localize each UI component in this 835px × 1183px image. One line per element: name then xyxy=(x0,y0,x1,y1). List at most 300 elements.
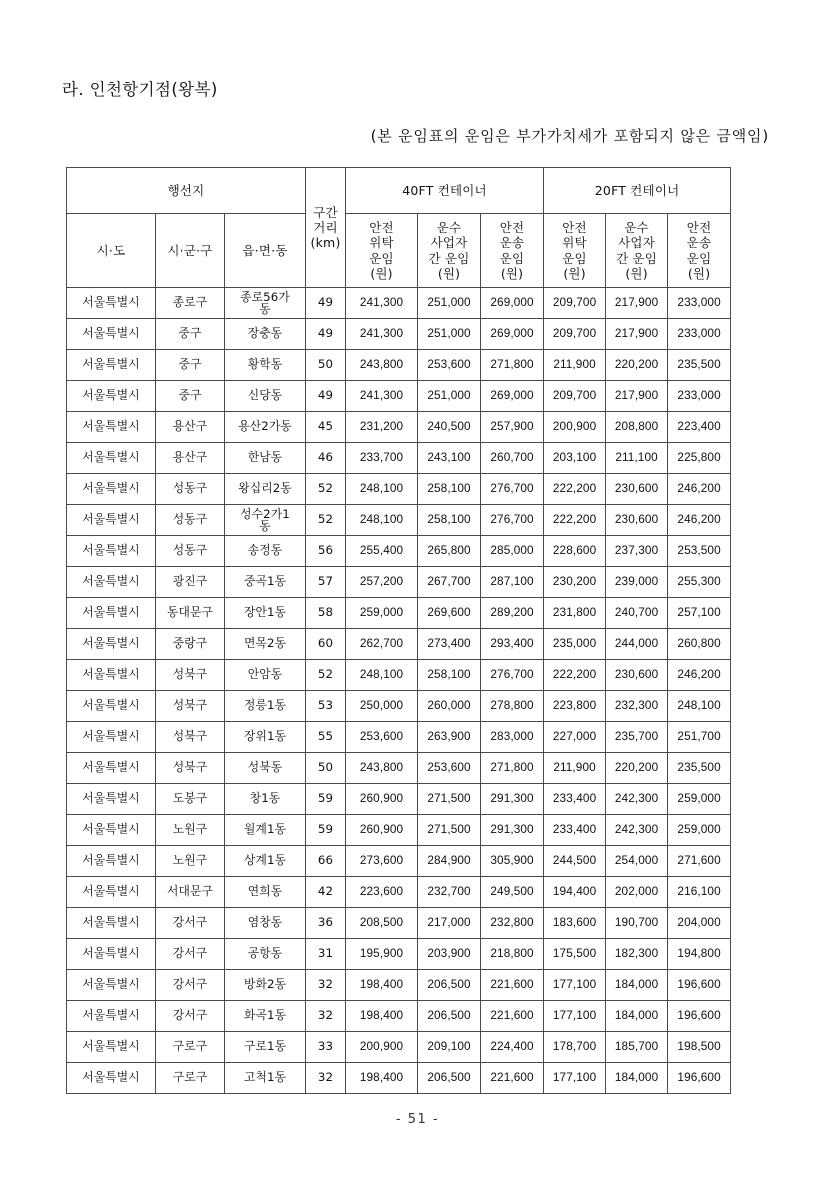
cell-20ft-carrier: 184,000 xyxy=(606,970,668,1001)
table-row xyxy=(67,412,731,443)
cell-40ft-carrier: 217,000 xyxy=(418,908,481,939)
cell-20ft-carrier: 182,300 xyxy=(606,939,668,970)
header-distance-line3: (km) xyxy=(310,235,341,251)
cell-sido: 서울특별시 xyxy=(67,536,156,567)
cell-distance-km: 66 xyxy=(306,846,346,877)
cell-sigungu: 강서구 xyxy=(156,908,225,939)
page-number: - 51 - xyxy=(395,1112,440,1127)
header-40ft-safe-consign-unit: (원) xyxy=(370,265,393,281)
cell-sido: 서울특별시 xyxy=(67,970,156,1001)
table-row xyxy=(67,381,731,412)
cell-distance-km: 58 xyxy=(306,598,346,629)
cell-20ft-safe-transport: 233,000 xyxy=(668,319,731,350)
cell-eupmyeondong: 황학동 xyxy=(225,350,306,381)
cell-eupmyeondong: 신당동 xyxy=(225,381,306,412)
header-40ft-carrier-unit: (원) xyxy=(437,265,461,281)
cell-20ft-carrier: 184,000 xyxy=(606,1001,668,1032)
cell-20ft-safe-transport: 253,500 xyxy=(668,536,731,567)
cell-20ft-safe-consign: 244,500 xyxy=(544,846,606,877)
cell-sigungu: 성동구 xyxy=(156,474,225,505)
cell-20ft-safe-consign: 227,000 xyxy=(544,722,606,753)
cell-sido: 서울특별시 xyxy=(67,598,156,629)
cell-20ft-carrier: 230,600 xyxy=(606,474,668,505)
cell-sido: 서울특별시 xyxy=(67,1001,156,1032)
cell-eupmyeondong: 구로1동 xyxy=(225,1032,306,1063)
table-row xyxy=(67,784,731,815)
cell-eupmyeondong xyxy=(225,288,306,319)
cell-sido: 서울특별시 xyxy=(67,691,156,722)
table-row xyxy=(67,722,731,753)
cell-40ft-carrier: 206,500 xyxy=(418,1001,481,1032)
cell-40ft-carrier: 240,500 xyxy=(418,412,481,443)
cell-distance-km: 33 xyxy=(306,1032,346,1063)
cell-20ft-carrier: 208,800 xyxy=(606,412,668,443)
header-row-subcolumns xyxy=(67,214,731,288)
table-row xyxy=(67,629,731,660)
cell-distance-km: 55 xyxy=(306,722,346,753)
cell-sido: 서울특별시 xyxy=(67,505,156,536)
cell-eupmyeondong: 왕십리2동 xyxy=(225,474,306,505)
cell-20ft-carrier: 220,200 xyxy=(606,350,668,381)
cell-distance-km: 57 xyxy=(306,567,346,598)
cell-sido: 서울특별시 xyxy=(67,722,156,753)
cell-40ft-safe-consign: 248,100 xyxy=(346,505,418,536)
cell-40ft-safe-transport: 287,100 xyxy=(481,567,544,598)
header-20ft-group: 20FT 컨테이너 xyxy=(544,168,731,214)
header-distance-line1: 구간 xyxy=(313,204,338,220)
cell-40ft-carrier: 269,600 xyxy=(418,598,481,629)
cell-eupmyeondong: 용산2가동 xyxy=(225,412,306,443)
cell-40ft-safe-transport: 232,800 xyxy=(481,908,544,939)
header-20ft-safe-consign-line1: 안전 xyxy=(562,220,587,235)
cell-eupmyeondong: 창1동 xyxy=(225,784,306,815)
cell-20ft-carrier: 242,300 xyxy=(606,784,668,815)
cell-sido: 서울특별시 xyxy=(67,1032,156,1063)
cell-20ft-carrier: 184,000 xyxy=(606,1063,668,1094)
cell-eupmyeondong: 염창동 xyxy=(225,908,306,939)
cell-sigungu: 성북구 xyxy=(156,753,225,784)
table-row xyxy=(67,846,731,877)
cell-sigungu: 강서구 xyxy=(156,939,225,970)
cell-sigungu: 중구 xyxy=(156,350,225,381)
cell-40ft-safe-transport: 269,000 xyxy=(481,381,544,412)
cell-eupmyeondong: 한남동 xyxy=(225,443,306,474)
cell-20ft-safe-consign: 230,200 xyxy=(544,567,606,598)
header-40ft-carrier-line3: 간 운임 xyxy=(428,250,470,266)
cell-20ft-safe-consign: 211,900 xyxy=(544,350,606,381)
cell-sido: 서울특별시 xyxy=(67,474,156,505)
cell-20ft-safe-transport: 271,600 xyxy=(668,846,731,877)
header-distance xyxy=(306,168,346,288)
cell-sido: 서울특별시 xyxy=(67,381,156,412)
header-distance-line2: 거리 xyxy=(313,219,338,235)
cell-40ft-safe-transport: 224,400 xyxy=(481,1032,544,1063)
cell-40ft-safe-transport: 278,800 xyxy=(481,691,544,722)
cell-sigungu: 구로구 xyxy=(156,1032,225,1063)
cell-40ft-safe-consign: 243,800 xyxy=(346,753,418,784)
cell-20ft-safe-transport: 246,200 xyxy=(668,660,731,691)
cell-sido: 서울특별시 xyxy=(67,939,156,970)
cell-20ft-safe-consign: 222,200 xyxy=(544,660,606,691)
header-20ft-safe-transport-unit: (원) xyxy=(687,265,711,281)
cell-40ft-carrier: 251,000 xyxy=(418,319,481,350)
cell-20ft-safe-consign: 175,500 xyxy=(544,939,606,970)
cell-20ft-safe-transport: 257,100 xyxy=(668,598,731,629)
cell-20ft-carrier: 230,600 xyxy=(606,505,668,536)
cell-20ft-safe-consign: 177,100 xyxy=(544,1001,606,1032)
cell-40ft-carrier: 265,800 xyxy=(418,536,481,567)
cell-eupmyeondong xyxy=(225,505,306,536)
cell-20ft-safe-consign: 209,700 xyxy=(544,319,606,350)
cell-20ft-carrier: 217,900 xyxy=(606,319,668,350)
header-40ft-safe-consign-line1: 안전 xyxy=(369,220,394,235)
cell-distance-km: 60 xyxy=(306,629,346,660)
cell-20ft-safe-consign: 183,600 xyxy=(544,908,606,939)
cell-distance-km: 52 xyxy=(306,660,346,691)
table-row xyxy=(67,939,731,970)
cell-40ft-carrier: 258,100 xyxy=(418,660,481,691)
cell-sigungu: 노원구 xyxy=(156,815,225,846)
cell-40ft-safe-transport: 257,900 xyxy=(481,412,544,443)
cell-40ft-safe-transport: 283,000 xyxy=(481,722,544,753)
table-row xyxy=(67,319,731,350)
cell-40ft-carrier: 232,700 xyxy=(418,877,481,908)
cell-40ft-carrier: 206,500 xyxy=(418,1063,481,1094)
dong-line: 성수2가1 xyxy=(240,506,290,521)
cell-20ft-carrier: 230,600 xyxy=(606,660,668,691)
table-row xyxy=(67,350,731,381)
cell-sido: 서울특별시 xyxy=(67,784,156,815)
cell-40ft-safe-transport: 249,500 xyxy=(481,877,544,908)
cell-40ft-safe-consign: 243,800 xyxy=(346,350,418,381)
header-sigungu: 시·군·구 xyxy=(156,214,225,288)
cell-sigungu: 중랑구 xyxy=(156,629,225,660)
cell-eupmyeondong: 정릉1동 xyxy=(225,691,306,722)
cell-distance-km: 36 xyxy=(306,908,346,939)
cell-20ft-safe-transport: 235,500 xyxy=(668,350,731,381)
table-row xyxy=(67,753,731,784)
cell-20ft-safe-transport: 248,100 xyxy=(668,691,731,722)
cell-40ft-safe-transport: 289,200 xyxy=(481,598,544,629)
cell-distance-km: 32 xyxy=(306,1001,346,1032)
cell-40ft-safe-consign: 257,200 xyxy=(346,567,418,598)
fare-table-body xyxy=(67,288,731,1094)
cell-eupmyeondong: 중곡1동 xyxy=(225,567,306,598)
cell-20ft-safe-transport: 225,800 xyxy=(668,443,731,474)
cell-sigungu: 광진구 xyxy=(156,567,225,598)
cell-sido: 서울특별시 xyxy=(67,350,156,381)
cell-20ft-carrier: 232,300 xyxy=(606,691,668,722)
cell-distance-km: 49 xyxy=(306,288,346,319)
cell-40ft-carrier: 243,100 xyxy=(418,443,481,474)
cell-sigungu: 강서구 xyxy=(156,970,225,1001)
cell-40ft-safe-consign: 223,600 xyxy=(346,877,418,908)
header-40ft-carrier-line2: 사업자 xyxy=(430,235,468,251)
table-row xyxy=(67,598,731,629)
cell-sigungu: 서대문구 xyxy=(156,877,225,908)
cell-40ft-safe-transport: 221,600 xyxy=(481,970,544,1001)
header-40ft-safe-transport-line1: 안전 xyxy=(499,220,525,235)
cell-distance-km: 52 xyxy=(306,474,346,505)
cell-40ft-safe-transport: 218,800 xyxy=(481,939,544,970)
cell-sido: 서울특별시 xyxy=(67,877,156,908)
cell-20ft-safe-transport: 246,200 xyxy=(668,505,731,536)
cell-40ft-safe-consign: 195,900 xyxy=(346,939,418,970)
cell-20ft-carrier: 242,300 xyxy=(606,815,668,846)
cell-40ft-safe-consign: 255,400 xyxy=(346,536,418,567)
cell-40ft-safe-transport: 291,300 xyxy=(481,815,544,846)
cell-40ft-safe-consign: 241,300 xyxy=(346,288,418,319)
cell-sigungu: 성동구 xyxy=(156,536,225,567)
dong-line: 종로56가 xyxy=(240,289,290,304)
cell-40ft-safe-consign: 248,100 xyxy=(346,474,418,505)
cell-40ft-carrier: 206,500 xyxy=(418,970,481,1001)
table-row xyxy=(67,1063,731,1094)
cell-40ft-safe-consign: 200,900 xyxy=(346,1032,418,1063)
header-20ft-carrier-line3: 간 운임 xyxy=(616,250,658,266)
cell-40ft-carrier: 267,700 xyxy=(418,567,481,598)
cell-20ft-safe-transport: 196,600 xyxy=(668,1001,731,1032)
cell-40ft-safe-consign: 231,200 xyxy=(346,412,418,443)
table-row xyxy=(67,691,731,722)
cell-distance-km: 59 xyxy=(306,784,346,815)
cell-40ft-carrier: 273,400 xyxy=(418,629,481,660)
cell-20ft-safe-consign: 203,100 xyxy=(544,443,606,474)
header-20ft-safe-transport-fare xyxy=(668,214,731,288)
cell-40ft-carrier: 260,000 xyxy=(418,691,481,722)
cell-40ft-safe-transport: 260,700 xyxy=(481,443,544,474)
cell-distance-km: 50 xyxy=(306,753,346,784)
header-eupmyeondong: 읍·면·동 xyxy=(225,214,306,288)
cell-40ft-safe-transport: 271,800 xyxy=(481,753,544,784)
dong-line: 동 xyxy=(259,302,271,316)
header-20ft-carrier-unit: (원) xyxy=(625,265,648,281)
cell-eupmyeondong: 화곡1동 xyxy=(225,1001,306,1032)
cell-sigungu: 중구 xyxy=(156,381,225,412)
cell-20ft-carrier: 217,900 xyxy=(606,381,668,412)
cell-20ft-safe-consign: 178,700 xyxy=(544,1032,606,1063)
table-row xyxy=(67,877,731,908)
header-40ft-group: 40FT 컨테이너 xyxy=(346,168,544,214)
table-row xyxy=(67,288,731,319)
cell-eupmyeondong: 공항동 xyxy=(225,939,306,970)
cell-20ft-safe-consign: 209,700 xyxy=(544,381,606,412)
cell-40ft-carrier: 258,100 xyxy=(418,474,481,505)
cell-sigungu: 종로구 xyxy=(156,288,225,319)
vat-note: (본 운임표의 운임은 부가가치세가 포함되지 않은 금액임) xyxy=(370,127,769,145)
cell-eupmyeondong: 상계1동 xyxy=(225,846,306,877)
cell-distance-km: 50 xyxy=(306,350,346,381)
cell-20ft-safe-consign: 231,800 xyxy=(544,598,606,629)
table-row xyxy=(67,908,731,939)
cell-distance-km: 52 xyxy=(306,505,346,536)
cell-sigungu: 동대문구 xyxy=(156,598,225,629)
cell-40ft-carrier: 271,500 xyxy=(418,815,481,846)
section-heading: 라. 인천항기점(왕복) xyxy=(62,80,218,99)
cell-distance-km: 53 xyxy=(306,691,346,722)
cell-20ft-carrier: 217,900 xyxy=(606,288,668,319)
cell-20ft-safe-transport: 198,500 xyxy=(668,1032,731,1063)
cell-40ft-safe-consign: 208,500 xyxy=(346,908,418,939)
cell-20ft-safe-transport: 259,000 xyxy=(668,784,731,815)
cell-20ft-carrier: 237,300 xyxy=(606,536,668,567)
cell-40ft-safe-transport: 276,700 xyxy=(481,474,544,505)
header-40ft-safe-consign-line2: 위탁 xyxy=(369,235,394,251)
cell-40ft-carrier: 258,100 xyxy=(418,505,481,536)
table-row xyxy=(67,1001,731,1032)
cell-40ft-safe-consign: 262,700 xyxy=(346,629,418,660)
cell-40ft-carrier: 263,900 xyxy=(418,722,481,753)
cell-sigungu: 구로구 xyxy=(156,1063,225,1094)
cell-sido: 서울특별시 xyxy=(67,815,156,846)
cell-20ft-safe-transport: 255,300 xyxy=(668,567,731,598)
header-20ft-safe-transport-line2: 운송 xyxy=(686,235,712,251)
cell-distance-km: 59 xyxy=(306,815,346,846)
cell-40ft-carrier: 253,600 xyxy=(418,753,481,784)
table-row xyxy=(67,660,731,691)
cell-20ft-safe-transport: 216,100 xyxy=(668,877,731,908)
cell-distance-km: 49 xyxy=(306,319,346,350)
cell-eupmyeondong: 장안1동 xyxy=(225,598,306,629)
table-row xyxy=(67,970,731,1001)
fare-table xyxy=(66,167,731,1094)
fare-table-container xyxy=(66,167,730,1094)
header-20ft-safe-consign-fare xyxy=(544,214,606,288)
header-20ft-safe-transport-line1: 안전 xyxy=(686,220,712,235)
cell-distance-km: 46 xyxy=(306,443,346,474)
cell-20ft-safe-transport: 246,200 xyxy=(668,474,731,505)
cell-20ft-safe-transport: 194,800 xyxy=(668,939,731,970)
table-row xyxy=(67,815,731,846)
cell-sido: 서울특별시 xyxy=(67,319,156,350)
cell-sigungu: 중구 xyxy=(156,319,225,350)
table-row xyxy=(67,1032,731,1063)
cell-eupmyeondong: 안암동 xyxy=(225,660,306,691)
cell-20ft-carrier: 211,100 xyxy=(606,443,668,474)
cell-sigungu: 용산구 xyxy=(156,412,225,443)
cell-sido: 서울특별시 xyxy=(67,1063,156,1094)
cell-20ft-carrier: 254,000 xyxy=(606,846,668,877)
header-40ft-safe-transport-unit: (원) xyxy=(500,265,524,281)
cell-20ft-safe-consign: 235,000 xyxy=(544,629,606,660)
cell-40ft-safe-consign: 250,000 xyxy=(346,691,418,722)
cell-sigungu: 용산구 xyxy=(156,443,225,474)
table-row xyxy=(67,474,731,505)
cell-40ft-safe-consign: 198,400 xyxy=(346,1063,418,1094)
cell-sido: 서울특별시 xyxy=(67,288,156,319)
cell-sigungu: 성북구 xyxy=(156,722,225,753)
cell-distance-km: 56 xyxy=(306,536,346,567)
cell-40ft-carrier: 251,000 xyxy=(418,381,481,412)
cell-40ft-safe-transport: 269,000 xyxy=(481,288,544,319)
cell-eupmyeondong: 성북동 xyxy=(225,753,306,784)
header-sido: 시·도 xyxy=(67,214,156,288)
cell-40ft-safe-consign: 273,600 xyxy=(346,846,418,877)
cell-20ft-safe-consign: 177,100 xyxy=(544,970,606,1001)
cell-20ft-safe-consign: 222,200 xyxy=(544,474,606,505)
cell-sido: 서울특별시 xyxy=(67,753,156,784)
cell-40ft-carrier: 253,600 xyxy=(418,350,481,381)
table-row xyxy=(67,505,731,536)
cell-eupmyeondong: 월계1동 xyxy=(225,815,306,846)
cell-40ft-carrier: 271,500 xyxy=(418,784,481,815)
cell-20ft-carrier: 244,000 xyxy=(606,629,668,660)
cell-20ft-safe-consign: 211,900 xyxy=(544,753,606,784)
header-20ft-safe-consign-line2: 위탁 xyxy=(562,235,587,251)
cell-sigungu: 성북구 xyxy=(156,660,225,691)
cell-40ft-safe-consign: 198,400 xyxy=(346,1001,418,1032)
header-20ft-carrier-fare xyxy=(606,214,668,288)
cell-eupmyeondong: 고척1동 xyxy=(225,1063,306,1094)
header-40ft-safe-consign-fare xyxy=(346,214,418,288)
cell-sido: 서울특별시 xyxy=(67,908,156,939)
table-row xyxy=(67,443,731,474)
table-row xyxy=(67,567,731,598)
cell-sigungu: 성동구 xyxy=(156,505,225,536)
cell-sido: 서울특별시 xyxy=(67,443,156,474)
cell-20ft-safe-consign: 209,700 xyxy=(544,288,606,319)
cell-20ft-safe-consign: 223,800 xyxy=(544,691,606,722)
cell-distance-km: 42 xyxy=(306,877,346,908)
cell-40ft-safe-consign: 233,700 xyxy=(346,443,418,474)
cell-40ft-safe-consign: 260,900 xyxy=(346,815,418,846)
cell-20ft-safe-transport: 233,000 xyxy=(668,381,731,412)
cell-40ft-safe-transport: 271,800 xyxy=(481,350,544,381)
header-destination-group: 행선지 xyxy=(67,168,306,214)
cell-20ft-safe-transport: 196,600 xyxy=(668,970,731,1001)
table-row xyxy=(67,536,731,567)
header-20ft-safe-consign-unit: (원) xyxy=(563,265,586,281)
cell-20ft-safe-transport: 260,800 xyxy=(668,629,731,660)
cell-20ft-safe-transport: 196,600 xyxy=(668,1063,731,1094)
cell-40ft-safe-transport: 221,600 xyxy=(481,1001,544,1032)
header-40ft-safe-transport-fare xyxy=(481,214,544,288)
cell-sigungu: 성북구 xyxy=(156,691,225,722)
cell-40ft-carrier: 284,900 xyxy=(418,846,481,877)
cell-40ft-safe-transport: 291,300 xyxy=(481,784,544,815)
cell-20ft-carrier: 220,200 xyxy=(606,753,668,784)
cell-40ft-carrier: 203,900 xyxy=(418,939,481,970)
cell-40ft-safe-consign: 253,600 xyxy=(346,722,418,753)
cell-eupmyeondong: 연희동 xyxy=(225,877,306,908)
cell-distance-km: 45 xyxy=(306,412,346,443)
cell-sigungu: 강서구 xyxy=(156,1001,225,1032)
cell-distance-km: 32 xyxy=(306,1063,346,1094)
cell-eupmyeondong: 방화2동 xyxy=(225,970,306,1001)
cell-eupmyeondong: 면목2동 xyxy=(225,629,306,660)
dong-line: 동 xyxy=(259,519,271,533)
cell-40ft-safe-transport: 293,400 xyxy=(481,629,544,660)
cell-40ft-carrier: 209,100 xyxy=(418,1032,481,1063)
cell-40ft-safe-transport: 285,000 xyxy=(481,536,544,567)
cell-eupmyeondong: 장위1동 xyxy=(225,722,306,753)
cell-20ft-safe-consign: 200,900 xyxy=(544,412,606,443)
cell-40ft-safe-consign: 241,300 xyxy=(346,381,418,412)
cell-sido: 서울특별시 xyxy=(67,660,156,691)
header-40ft-carrier-fare xyxy=(418,214,481,288)
cell-20ft-carrier: 239,000 xyxy=(606,567,668,598)
cell-40ft-safe-transport: 305,900 xyxy=(481,846,544,877)
cell-20ft-safe-consign: 233,400 xyxy=(544,815,606,846)
cell-sido: 서울특별시 xyxy=(67,567,156,598)
cell-20ft-carrier: 185,700 xyxy=(606,1032,668,1063)
cell-sido: 서울특별시 xyxy=(67,629,156,660)
header-40ft-safe-consign-line3: 운임 xyxy=(369,250,394,266)
cell-40ft-safe-transport: 276,700 xyxy=(481,660,544,691)
header-20ft-safe-consign-line3: 운임 xyxy=(562,250,587,266)
cell-20ft-safe-consign: 228,600 xyxy=(544,536,606,567)
cell-20ft-safe-consign: 222,200 xyxy=(544,505,606,536)
